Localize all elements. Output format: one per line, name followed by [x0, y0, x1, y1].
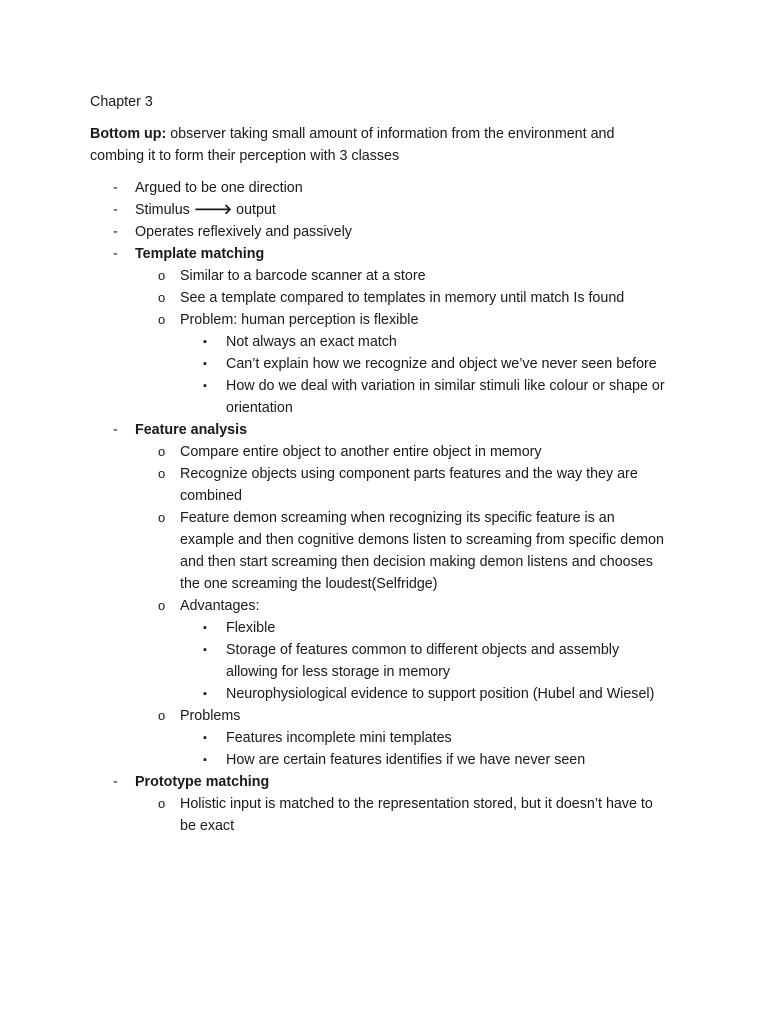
list-item: Argued to be one direction [135, 180, 303, 196]
square-marker: ▪ [203, 688, 207, 700]
circle-marker: o [158, 510, 166, 525]
stimulus-text: Stimulus [135, 202, 190, 218]
feature-analysis-heading: Feature analysis [135, 422, 248, 438]
circle-marker: o [158, 796, 166, 811]
list-item: Neurophysiological evidence to support position (Hubel and Wiesel) [226, 686, 655, 702]
intro-bold-term: Bottom up: [90, 126, 167, 142]
dash-marker: - [113, 224, 118, 240]
prototype-matching-heading: Prototype matching [135, 774, 270, 790]
chapter-heading: Chapter 3 [90, 94, 153, 110]
list-item: Not always an exact match [226, 334, 397, 350]
list-item-continued: orientation [226, 400, 293, 416]
intro-line-1 [90, 123, 614, 145]
square-marker: ▪ [203, 754, 207, 766]
list-item: How do we deal with variation in similar stimuli like colour or shape or [226, 378, 665, 394]
list-item: See a template compared to templates in memory until match Is found [180, 290, 625, 306]
list-item [135, 199, 276, 221]
circle-marker: o [158, 312, 166, 327]
circle-marker: o [158, 268, 166, 283]
list-item: Can’t explain how we recognize and object we’ve never seen before [226, 356, 657, 372]
list-item-continued: example and then cognitive demons listen to screaming from specific demon [180, 532, 664, 548]
list-item-continued: and then start screaming then decision making demon listens and chooses [180, 554, 653, 570]
square-marker: ▪ [203, 644, 207, 656]
list-item: Features incomplete mini templates [226, 730, 452, 746]
list-item: Problem: human perception is flexible [180, 312, 419, 328]
list-item: Compare entire object to another entire object in memory [180, 444, 542, 460]
list-item: How are certain features identifies if we have never seen [226, 752, 586, 768]
list-item-continued: combined [180, 488, 242, 504]
list-item: Similar to a barcode scanner at a store [180, 268, 426, 284]
dash-marker: - [113, 774, 118, 790]
list-item-continued: allowing for less storage in memory [226, 664, 451, 680]
dash-marker: - [113, 202, 118, 218]
list-item: Advantages: [180, 598, 260, 614]
list-item-continued: the one screaming the loudest(Selfridge) [180, 576, 438, 592]
circle-marker: o [158, 598, 166, 613]
list-item: Feature demon screaming when recognizing its specific feature is an [180, 510, 615, 526]
square-marker: ▪ [203, 732, 207, 744]
list-item-continued: be exact [180, 818, 235, 834]
square-marker: ▪ [203, 336, 207, 348]
arrow-right-icon: 🡒 [193, 202, 233, 218]
dash-marker: - [113, 246, 118, 262]
output-text: output [236, 202, 276, 218]
list-item: Recognize objects using component parts features and the way they are [180, 466, 638, 482]
circle-marker: o [158, 444, 166, 459]
intro-text-1: observer taking small amount of information from the environment and [170, 126, 615, 142]
dash-marker: - [113, 180, 118, 196]
dash-marker: - [113, 422, 118, 438]
square-marker: ▪ [203, 622, 207, 634]
square-marker: ▪ [203, 380, 207, 392]
template-matching-heading: Template matching [135, 246, 265, 262]
list-item: Operates reflexively and passively [135, 224, 352, 240]
circle-marker: o [158, 708, 166, 723]
list-item: Problems [180, 708, 241, 724]
circle-marker: o [158, 466, 166, 481]
square-marker: ▪ [203, 358, 207, 370]
list-item: Storage of features common to different objects and assembly [226, 642, 620, 658]
list-item: Holistic input is matched to the representation stored, but it doesn’t have to [180, 796, 653, 812]
list-item: Flexible [226, 620, 276, 636]
intro-line-2: combing it to form their perception with 3 classes [90, 148, 400, 164]
circle-marker: o [158, 290, 166, 305]
